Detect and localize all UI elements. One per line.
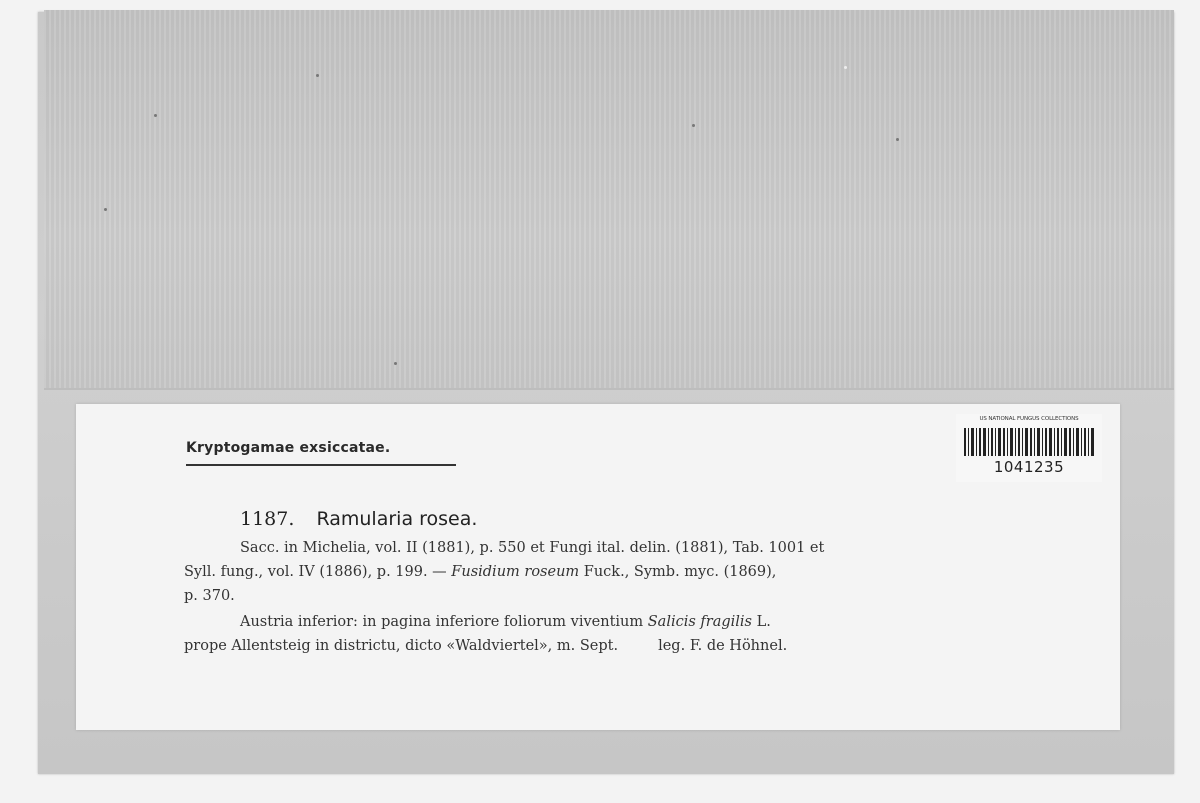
host-name: Salicis fragilis xyxy=(647,614,752,630)
barcode-icon xyxy=(964,428,1094,456)
species-name: Ramularia rosea. xyxy=(316,508,478,530)
barcode-institution: US NATIONAL FUNGUS COLLECTIONS xyxy=(979,416,1079,422)
collector: leg. F. de Höhnel. xyxy=(658,638,788,654)
specimen-heading xyxy=(240,508,477,530)
barcode-number: 1041235 xyxy=(993,458,1065,476)
specimen-label xyxy=(76,404,1120,730)
barcode-label xyxy=(956,414,1102,482)
exsiccata-number: 1187. xyxy=(240,508,295,530)
citation-line-3: p. 370. xyxy=(184,588,235,604)
citation-line-2: Syll. fung., vol. IV (1886), p. 199. — Fusidium roseum Fuck., Symb. myc. (1869), xyxy=(184,564,777,580)
citation-line-1: Sacc. in Michelia, vol. II (1881), p. 550 et Fungi ital. delin. (1881), Tab. 1001 et xyxy=(240,540,825,556)
series-title-underline xyxy=(186,464,456,466)
packet-flap xyxy=(44,10,1174,390)
synonym-name: Fusidium roseum xyxy=(451,564,580,580)
locality-line-1: Austria inferior: in pagina inferiore foliorum viventium Salicis fragilis L. xyxy=(240,614,771,630)
series-title: Kryptogamae exsiccatae. xyxy=(186,440,391,456)
locality-line-2: prope Allentsteig in districtu, dicto «Waldviertel», m. Sept. leg. F. de Höhnel. xyxy=(184,638,788,654)
